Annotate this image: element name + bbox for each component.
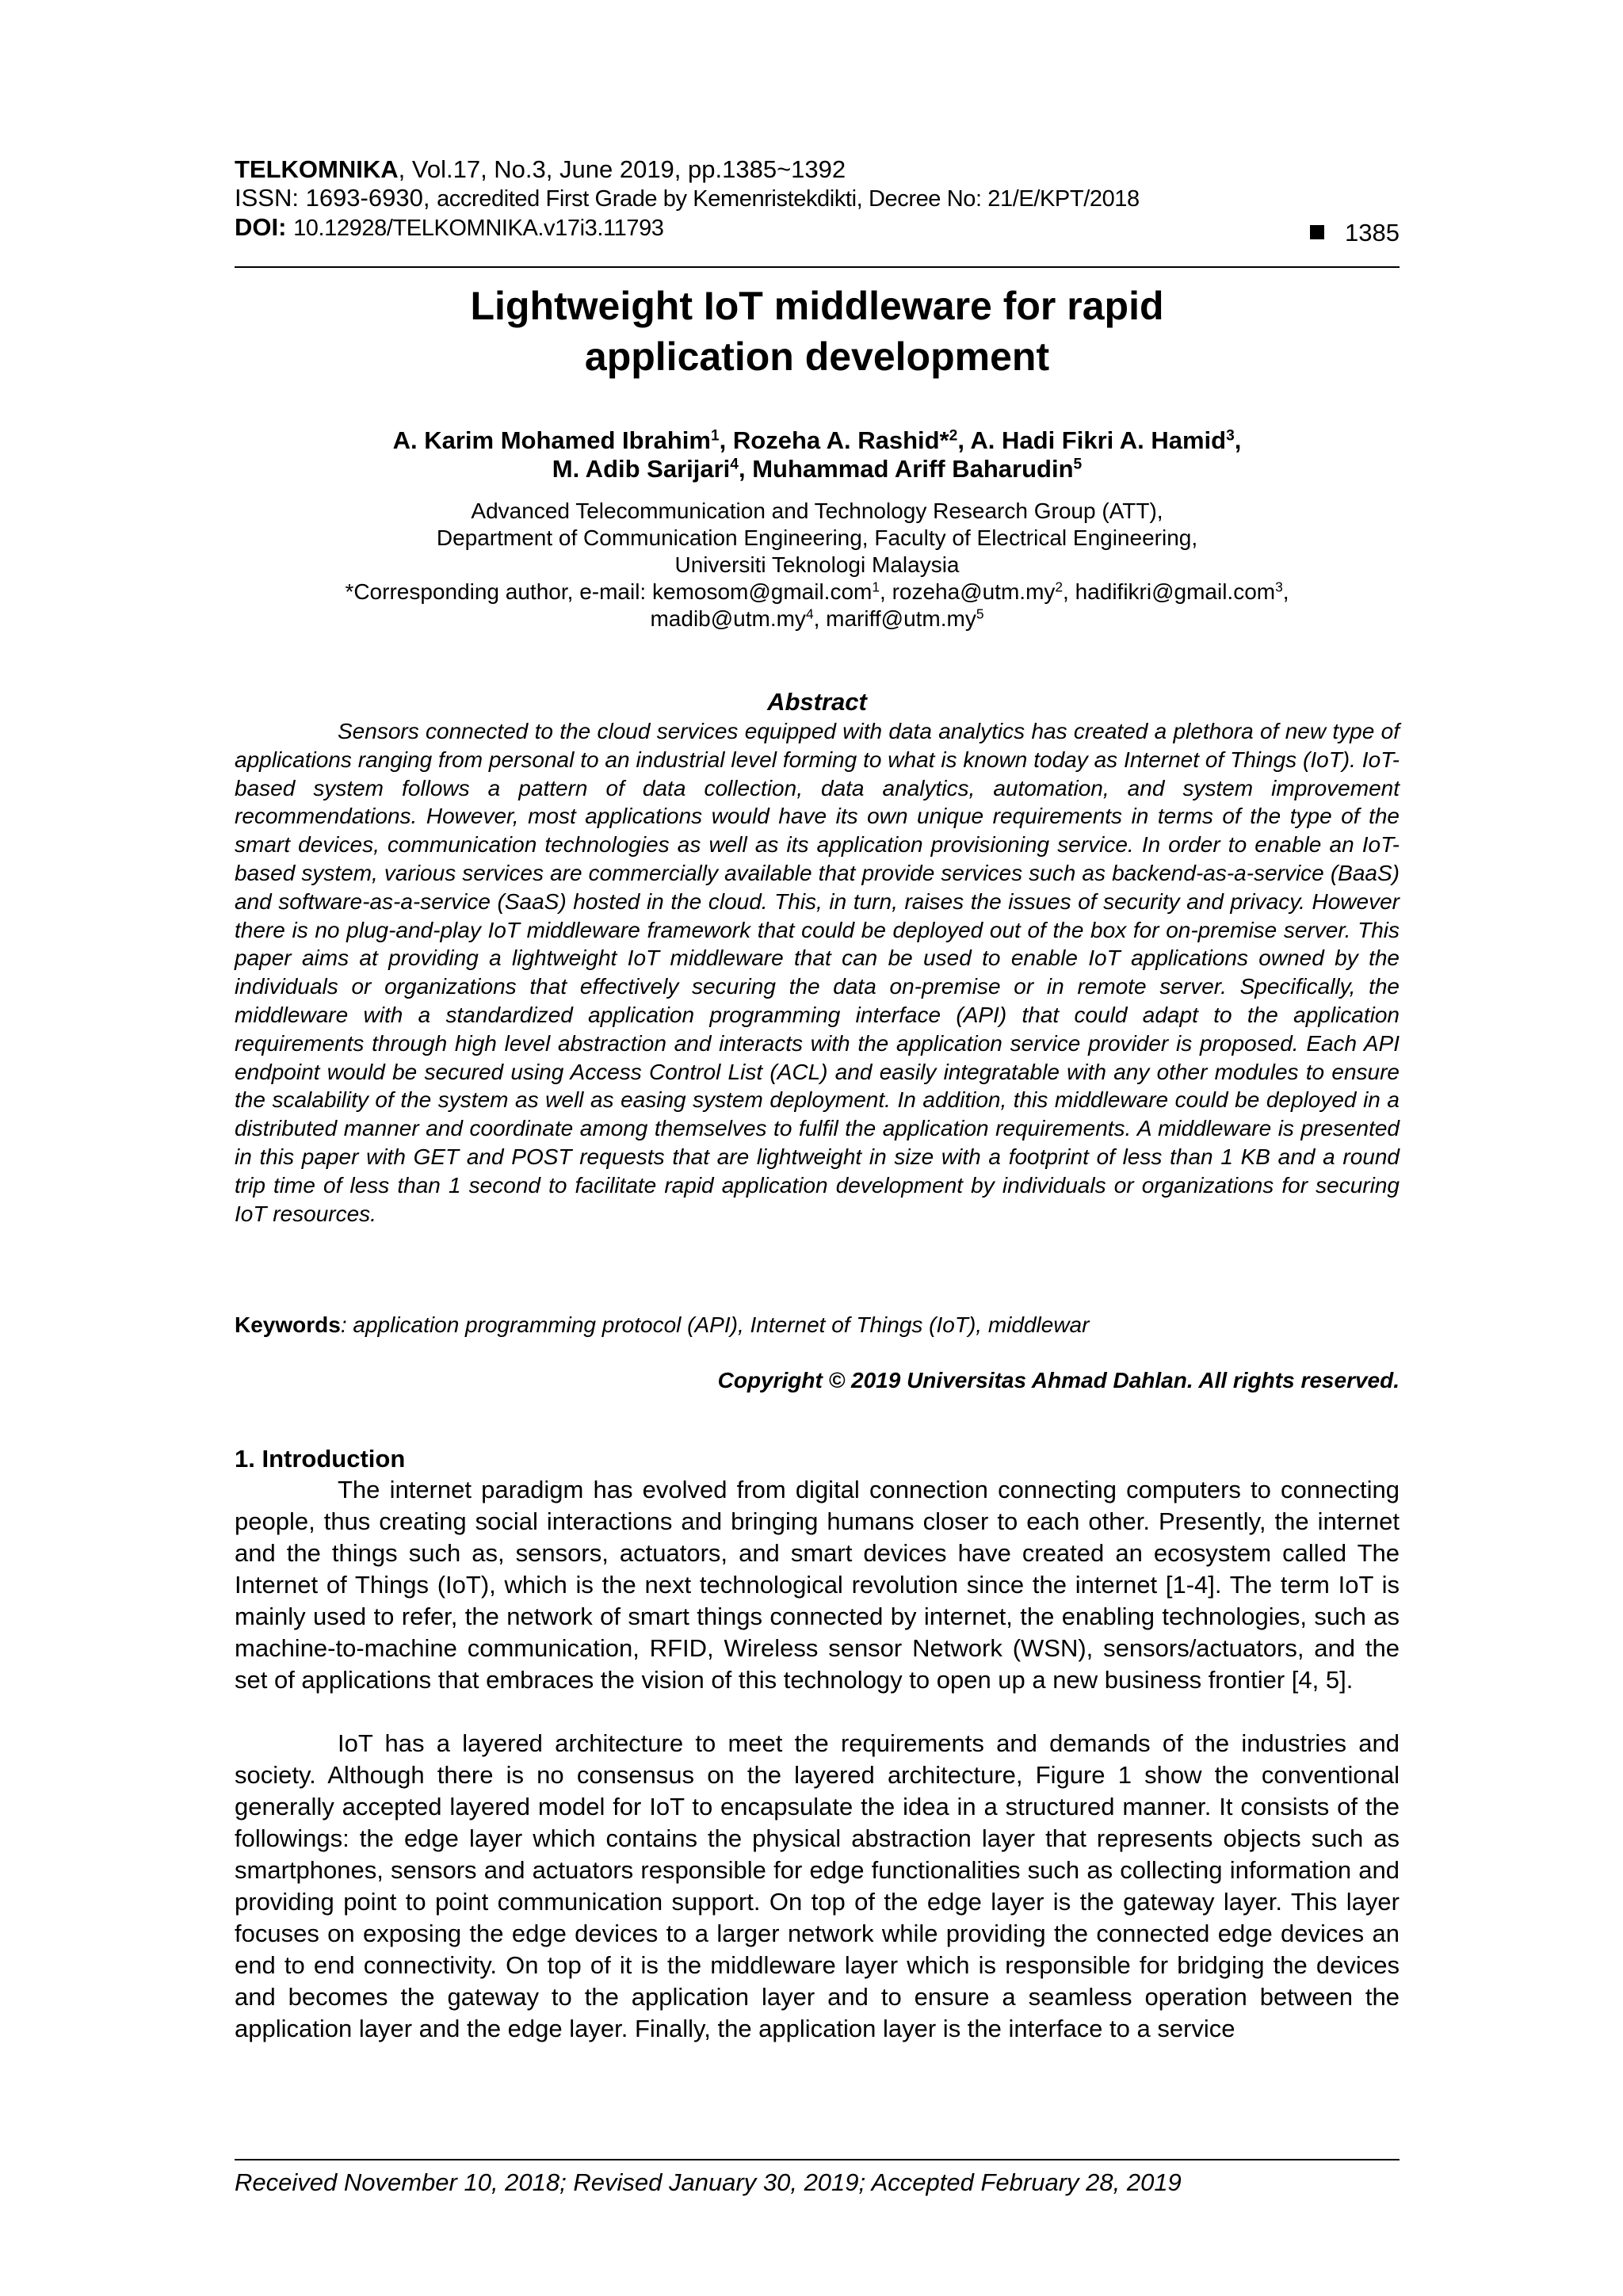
email-4: madib@utm.my: [650, 606, 806, 631]
affiliation-block: [235, 498, 1400, 632]
email-3-tail: ,: [1282, 579, 1289, 604]
author-line-1: [235, 426, 1400, 455]
email-5-sup: 5: [976, 606, 984, 622]
keywords-text: : application programming protocol (API), Internet of Things (IoT), middlewar: [340, 1312, 1090, 1337]
paper-title: [235, 281, 1400, 382]
author-1-sup: 1: [710, 427, 720, 445]
author-5: , Muhammad Ariff Baharudin: [738, 455, 1074, 483]
author-3-tail: ,: [1234, 426, 1242, 454]
author-4: M. Adib Sarijari: [552, 455, 731, 483]
author-5-sup: 5: [1073, 456, 1083, 473]
affiliation-line-3: Universiti Teknologi Malaysia: [674, 552, 960, 577]
author-1: A. Karim Mohamed Ibrahim: [392, 426, 711, 454]
email-3: , hadifikri@gmail.com: [1063, 579, 1276, 604]
affiliation-line-1: Advanced Telecommunication and Technology Research Group (ATT),: [471, 499, 1163, 523]
keywords-line: [235, 1311, 1400, 1339]
keywords-label: Keywords: [235, 1312, 341, 1337]
email-3-sup: 3: [1275, 579, 1283, 595]
footer-rule: [235, 2159, 1400, 2160]
author-3-sup: 3: [1226, 427, 1235, 445]
received-dates: Received November 10, 2018; Revised January 30, 2019; Accepted February 28, 2019: [235, 2168, 1182, 2196]
affiliation-line-2: Department of Communication Engineering, Faculty of Electrical Engineering,: [436, 525, 1198, 550]
email-line-1: [235, 579, 1400, 606]
doi-value: 10.12928/TELKOMNIKA.v17i3.11793: [293, 216, 664, 241]
issn-label: ISSN: 1693-6930,: [235, 184, 437, 212]
intro-paragraph-2: IoT has a layered architecture to meet the requirements and demands of the industries and society. Although there is no consensus on the layered architecture, Figure 1 show the conventional generally accepted layered model for IoT to encapsulate the idea in a structured manner. It consists of the followings: the edge layer which contains the physical abstraction layer that represents objects such as smartphones, sensors and actuators responsible for edge functionalities such as collecting information and providing point to point communication support. On top of the edge layer is the gateway layer. This layer focuses on exposing the edge devices to a larger network while providing the connected edge devices an end to end connectivity. On top of it is the middleware layer which is responsible for bridging the devices and becomes the gateway to the application layer and to ensure a seamless operation between the application layer and the edge layer. Finally, the application layer is the interface to a service: [235, 1729, 1400, 2042]
email-1-sup: 1: [872, 579, 880, 595]
author-3: , A. Hadi Fikri A. Hamid: [957, 426, 1227, 454]
running-header: [235, 155, 1400, 246]
section-heading-introduction: 1. Introduction: [235, 1445, 406, 1473]
journal-name: TELKOMNIKA: [235, 155, 399, 183]
title-line-2: application development: [584, 334, 1050, 379]
email-line-2: [235, 606, 1400, 632]
email-2-sup: 2: [1055, 579, 1064, 595]
author-4-sup: 4: [730, 456, 739, 473]
header-rule: [235, 266, 1400, 268]
abstract-text: Sensors connected to the cloud services equipped with data analytics has created a plethora of new type of applications ranging from personal to an industrial level forming to what is known today as Internet of Things (IoT). IoT-based system follows a pattern of data collection, data analytics, automation, and system improvement recommendations. However, most applications would have its own unique requirements in terms of the type of the smart devices, communication technologies as well as its application provisioning service. In order to enable an IoT-based system, various services are commercially available that provide services such as backend-as-a-service (BaaS) and software-as-a-service (SaaS) hosted in the cloud. This, in turn, raises the issues of security and privacy. However there is no plug-and-play IoT middleware framework that could be deployed out of the box for on-premise server. This paper aims at providing a lightweight IoT middleware that can be used to enable IoT applications owned by the individuals or organizations that effectively securing the data on-premise or in remote server. Specifically, the middleware with a standardized application programming interface (API) that could adapt to the application requirements through high level abstraction and interacts with the application service provider is proposed. Each API endpoint would be secured using Access Control List (ACL) and easily integratable with any other modules to ensure the scalability of the system as well as easing system deployment. In addition, this middleware could be deployed in a distributed manner and coordinate among themselves to fulfil the application requirements. A middleware is presented in this paper with GET and POST requests that are lightweight in size with a footprint of less than 1 KB and a round trip time of less than 1 second to facilitate rapid application development by individuals or organizations for securing IoT resources.: [235, 719, 1400, 1226]
paper-page: [235, 0, 1400, 2296]
issn-line: [235, 184, 1400, 213]
author-2: , Rozeha A. Rashid*: [719, 426, 949, 454]
author-list: [235, 426, 1400, 483]
journal-line: [235, 155, 1400, 184]
accreditation-text: accredited First Grade by Kemenristekdikti, Decree No: 21/E/KPT/2018: [437, 186, 1140, 212]
abstract-heading: Abstract: [767, 688, 867, 716]
page-number-value: 1385: [1345, 219, 1400, 246]
copyright-notice: Copyright © 2019 Universitas Ahmad Dahlan. All rights reserved.: [717, 1368, 1400, 1392]
doi-label: DOI:: [235, 213, 294, 241]
page-number: [1310, 219, 1400, 247]
email-4-sup: 4: [805, 606, 814, 622]
volume-info: , Vol.17, No.3, June 2019, pp.1385~1392: [398, 155, 846, 183]
doi-line: [235, 213, 1400, 243]
square-bullet-icon: [1310, 225, 1324, 239]
title-line-1: Lightweight IoT middleware for rapid: [470, 284, 1164, 328]
intro-paragraph-1: The internet paradigm has evolved from digital connection connecting computers to connecting people, thus creating social interactions and bringing humans closer to each other. Presently, the internet and the things such as, sensors, actuators, and smart devices have created an ecosystem called The Internet of Things (IoT), which is the next technological revolution since the internet [1-4]. The term IoT is mainly used to refer, the network of smart things connected by internet, the enabling technologies, such as machine-to-machine communication, RFID, Wireless sensor Network (WSN), sensors/actuators, and the set of applications that embraces the vision of this technology to open up a new business frontier [4, 5].: [235, 1476, 1400, 1694]
email-2: , rozeha@utm.my: [880, 579, 1056, 604]
email-intro: *Corresponding author, e-mail: kemosom@gmail.com: [345, 579, 873, 604]
email-5: , mariff@utm.my: [813, 606, 976, 631]
author-2-sup: 2: [949, 427, 958, 445]
author-line-2: [235, 455, 1400, 483]
